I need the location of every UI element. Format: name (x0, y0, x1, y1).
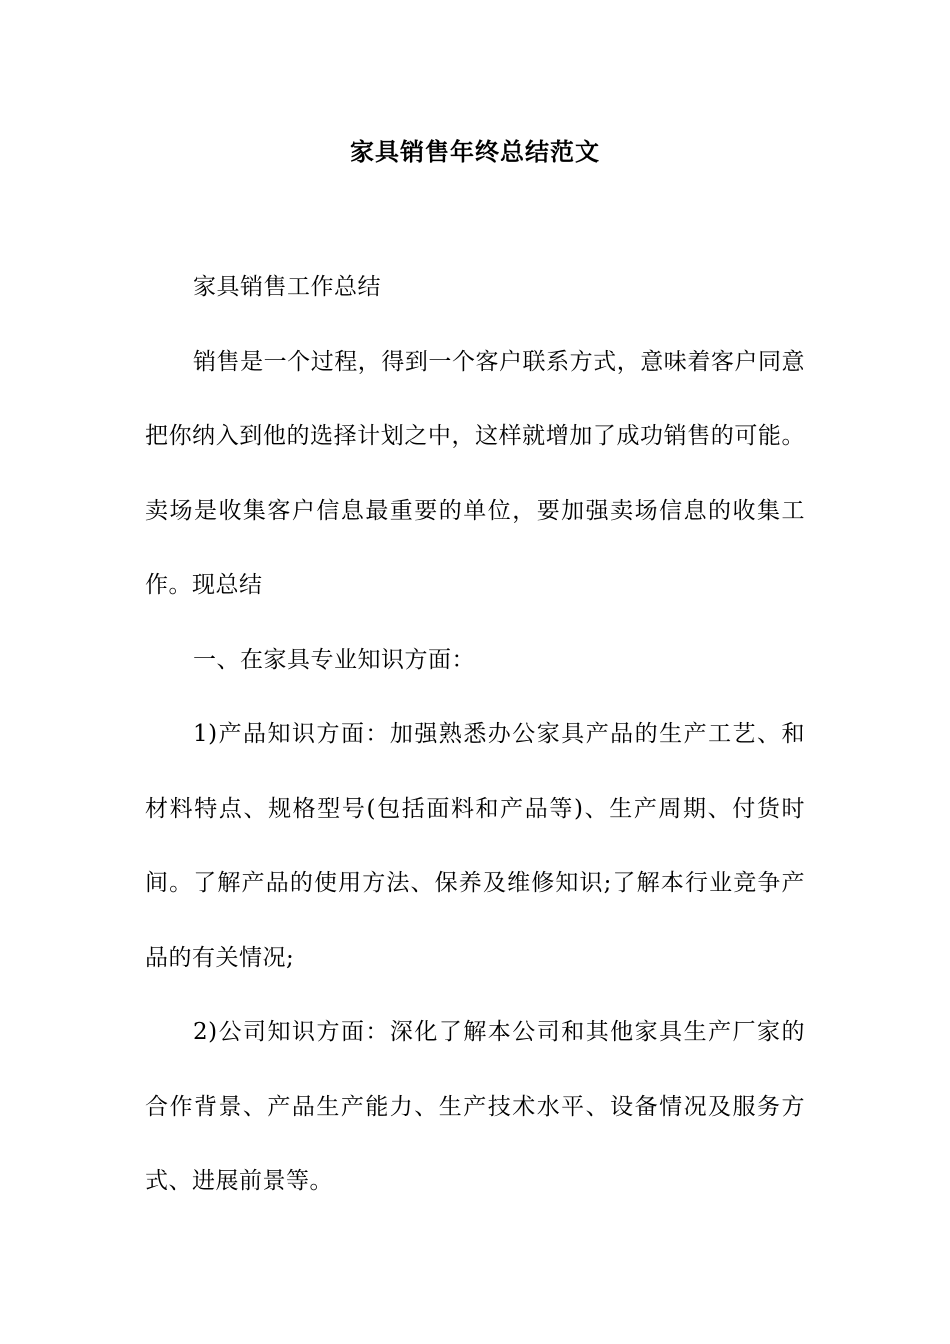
document-title: 家具销售年终总结范文 (350, 137, 600, 166)
paragraph-product-knowledge: 1)产品知识方面：加强熟悉办公家具产品的生产工艺、和材料特点、规格型号(包括面料和产品等)、生产周期、付货时间。了解产品的使用方法、保养及维修知识;了解本行业竞争产品的有关情况; (145, 721, 805, 971)
paragraph-subtitle: 家具销售工作总结 (193, 274, 381, 300)
paragraph-company-knowledge: 2)公司知识方面：深化了解本公司和其他家具生产厂家的合作背景、产品生产能力、生产技术水平、设备情况及服务方式、进展前景等。 (145, 1019, 805, 1194)
paragraph-section-heading: 一、在家具专业知识方面： (193, 646, 475, 673)
document-body (145, 250, 805, 1219)
paragraph-intro: 销售是一个过程，得到一个客户联系方式，意味着客户同意把你纳入到他的选择计划之中，这样就增加了成功销售的可能。卖场是收集客户信息最重要的单位，要加强卖场信息的收集工作。现总结 (145, 348, 805, 598)
